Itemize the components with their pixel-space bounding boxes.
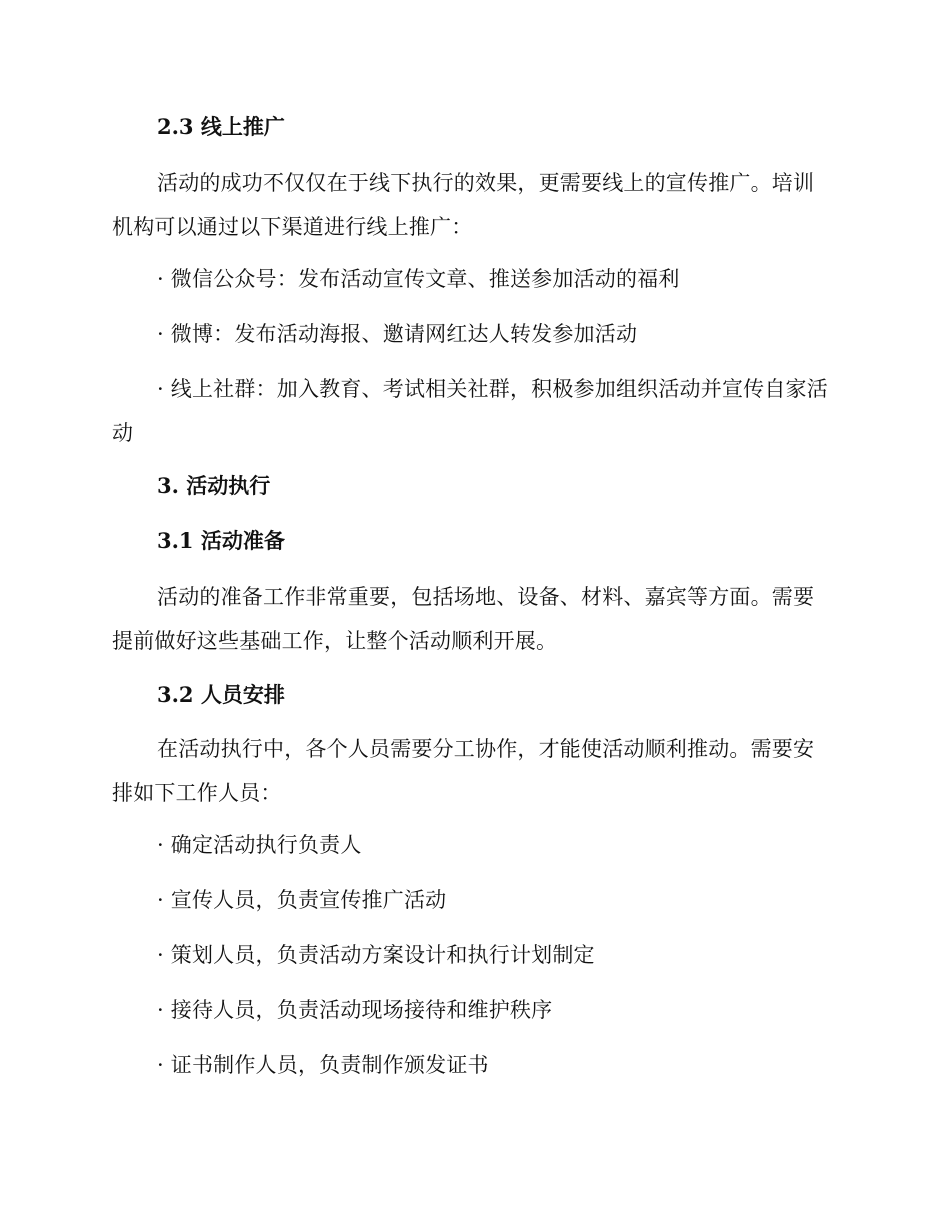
paragraph-staff-arrangement-intro: 在活动执行中，各个人员需要分工协作，才能使活动顺利推动。需要安排如下工作人员： [112,737,815,805]
section-heading-3: 3. 活动执行 [157,473,271,498]
list-item-publicity-staff: · 宣传人员，负责宣传推广活动 [157,888,447,912]
section-heading-3-2: 3.2 人员安排 [157,682,285,707]
section-heading-3-1: 3.1 活动准备 [157,528,285,553]
list-item-planning-staff: · 策划人员，负责活动方案设计和执行计划制定 [157,943,595,967]
paragraph-activity-preparation: 活动的准备工作非常重要，包括场地、设备、材料、嘉宾等方面。需要提前做好这些基础工作，让整个活动顺利开展。 [112,585,815,653]
list-item-wechat: · 微信公众号：发布活动宣传文章、推送参加活动的福利 [157,267,680,291]
list-item-reception-staff: · 接待人员，负责活动现场接待和维护秩序 [157,998,553,1022]
list-item-executive-lead: · 确定活动执行负责人 [157,833,362,857]
list-item-certificate-staff: · 证书制作人员，负责制作颁发证书 [157,1053,489,1077]
paragraph-online-promotion-intro: 活动的成功不仅仅在于线下执行的效果，更需要线上的宣传推广。培训机构可以通过以下渠道进行线上推广： [112,171,815,239]
list-item-weibo: · 微博：发布活动海报、邀请网红达人转发参加活动 [157,322,638,346]
list-item-online-community: · 线上社群：加入教育、考试相关社群，积极参加组织活动并宣传自家活动 [112,377,828,445]
section-heading-2-3: 2.3 线上推广 [157,114,285,139]
